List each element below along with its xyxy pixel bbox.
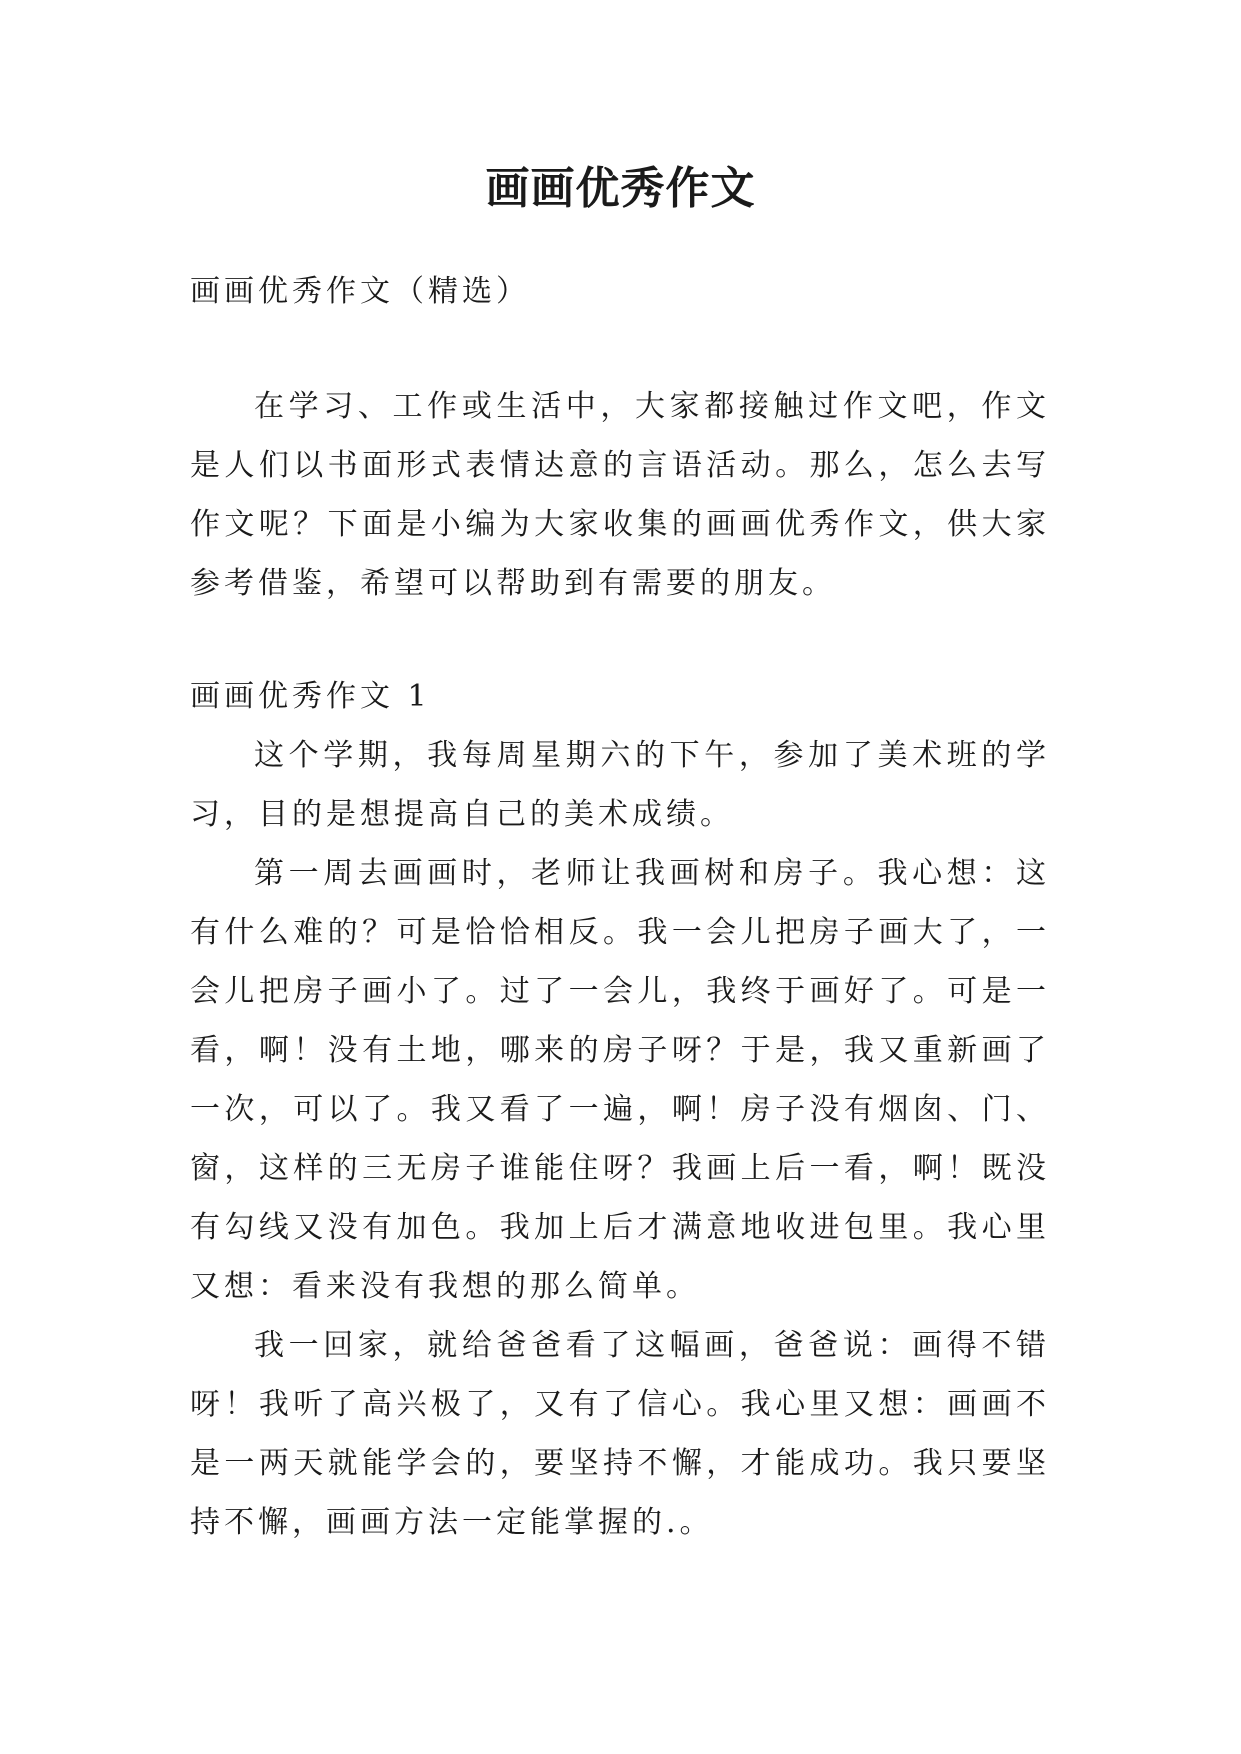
document-body — [190, 262, 1050, 1552]
document-title: 画画优秀作文 — [485, 163, 756, 214]
spacer — [190, 321, 1050, 377]
body-paragraph: 这个学期，我每周星期六的下午，参加了美术班的学习，目的是想提高自己的美术成绩。 — [190, 738, 1050, 832]
body-paragraph: 我一回家，就给爸爸看了这幅画，爸爸说：画得不错呀！我听了高兴极了，又有了信心。我心里又想：画画不是一两天就能学会的，要坚持不懈，才能成功。我只要坚持不懈，画画方法一定能掌握的.。 — [190, 1328, 1050, 1540]
body-paragraph: 第一周去画画时，老师让我画树和房子。我心想：这有什么难的？可是恰恰相反。我一会儿把房子画大了，一会儿把房子画小了。过了一会儿，我终于画好了。可是一看，啊！没有土地，哪来的房子呀？于是，我又重新画了一次，可以了。我又看了一遍，啊！房子没有烟囱、门、窗，这样的三无房子谁能住呀？我画上后一看，啊！既没有勾线又没有加色。我加上后才满意地收进包里。我心里又想：看来没有我想的那么简单。 — [190, 856, 1050, 1304]
document-subtitle: 画画优秀作文（精选） — [190, 274, 530, 309]
intro-paragraph: 在学习、工作或生活中，大家都接触过作文吧，作文是人们以书面形式表情达意的言语活动。那么，怎么去写作文呢？下面是小编为大家收集的画画优秀作文，供大家参考借鉴，希望可以帮助到有需要的朋友。 — [190, 389, 1050, 601]
section-heading: 画画优秀作文 1 — [190, 679, 431, 714]
spacer — [190, 613, 1050, 667]
